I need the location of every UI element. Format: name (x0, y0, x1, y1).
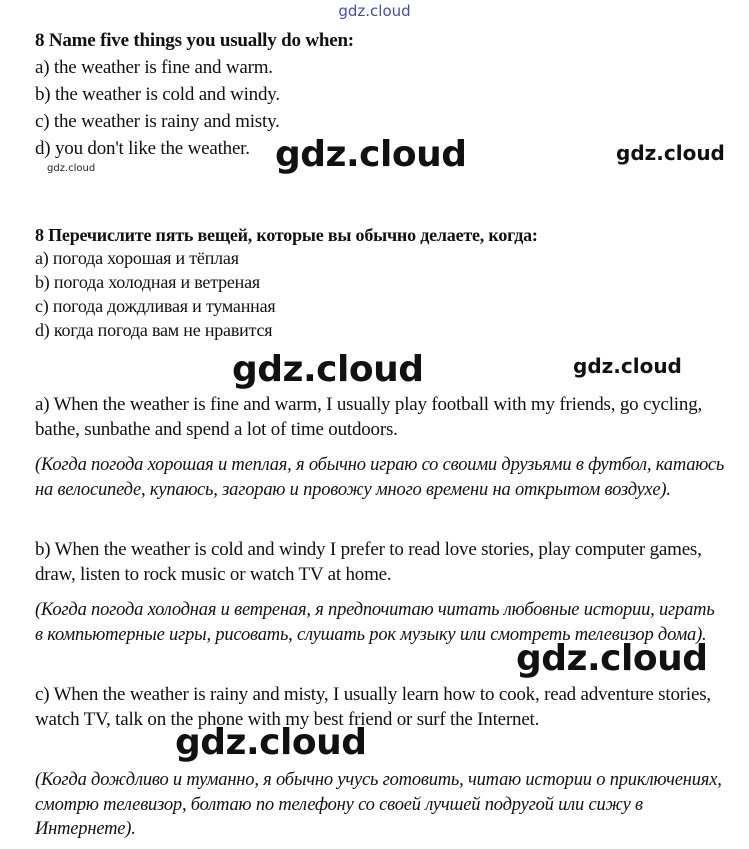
answer-c-ru: (Когда дождливо и туманно, я обычно учусь готовить, читаю истории о приключениях, смотрю телевизор, болтаю по телефону со своей лучшей подругой или сижу в Интернете). (35, 770, 722, 839)
task-heading-en: 8 Name five things you usually do when: (35, 30, 354, 51)
answer-b-ru: (Когда погода холодная и ветреная, я предпочитаю читать любовные истории, играть в компьютерные игры, рисовать, слушать рок музыку или смотреть телевизор дома). (35, 600, 715, 645)
task-item-ru-a: a) погода хорошая и тёплая (35, 248, 239, 268)
task-item-ru-b: b) погода холодная и ветреная (35, 272, 260, 292)
task-item-en-b: b) the weather is cold and windy. (35, 84, 280, 105)
task-item-ru-d: d) когда погода вам не нравится (35, 320, 273, 340)
watermark: gdz.cloud (516, 638, 708, 679)
watermark: gdz.cloud (175, 722, 367, 763)
watermark: gdz.cloud (232, 349, 424, 390)
watermark: gdz.cloud (573, 354, 682, 378)
task-item-en-d: d) you don't like the weather. (35, 138, 250, 159)
answer-a-en: a) When the weather is fine and warm, I usually play football with my friends, go cycling, bathe, sunbathe and spend a lot of time outdoors. (35, 394, 703, 440)
answer-a-ru: (Когда погода хорошая и теплая, я обычно играю со своими друзьями в футбол, катаюсь на велосипеде, купаюсь, загораю и провожу много времени на открытом воздухе). (35, 455, 725, 500)
watermark: gdz.cloud (47, 163, 96, 174)
task-heading-ru: 8 Перечислите пять вещей, которые вы обычно делаете, когда: (35, 225, 538, 245)
watermark: gdz.cloud (275, 134, 467, 175)
watermark: gdz.cloud (616, 141, 725, 165)
answer-b-en: b) When the weather is cold and windy I prefer to read love stories, play computer games, draw, listen to rock music or watch TV at home. (35, 539, 702, 585)
task-item-ru-c: c) погода дождливая и туманная (35, 296, 276, 316)
task-item-en-a: a) the weather is fine and warm. (35, 57, 273, 78)
watermark-top: gdz.cloud (338, 2, 411, 20)
task-item-en-c: c) the weather is rainy and misty. (35, 111, 280, 132)
answer-c-en: c) When the weather is rainy and misty, I usually learn how to cook, read adventure stories, watch TV, talk on the phone with my best friend or surf the Internet. (35, 684, 711, 730)
